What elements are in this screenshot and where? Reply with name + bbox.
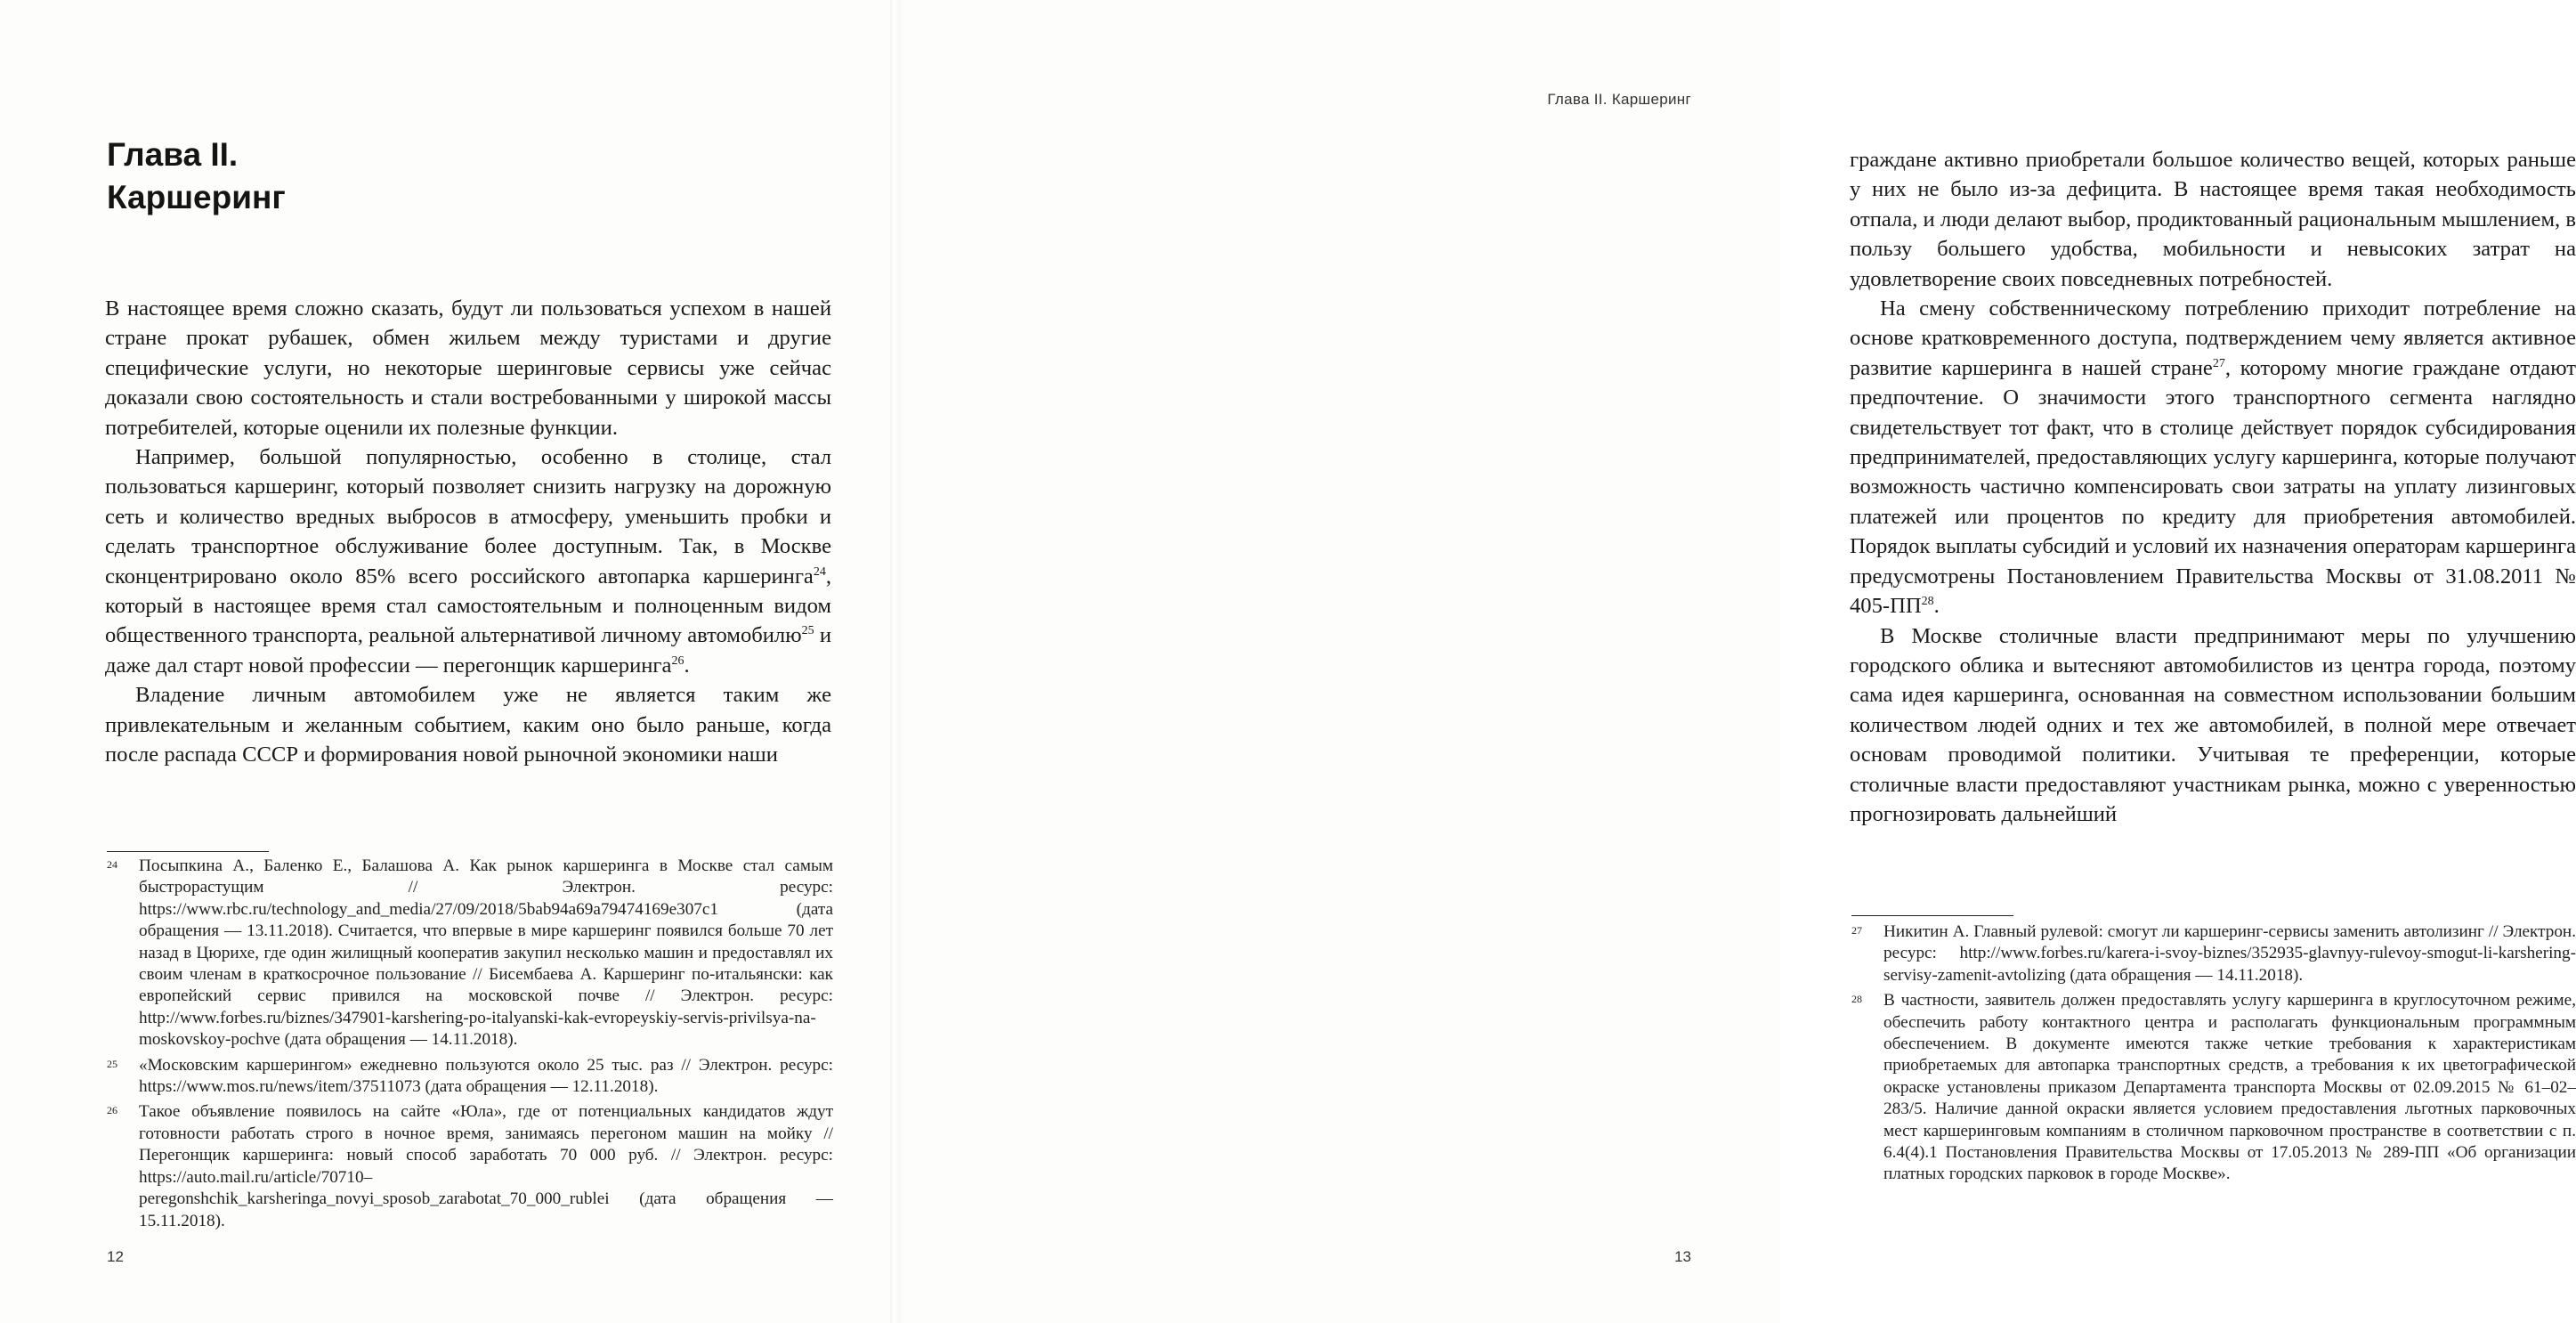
right-body-text: [1850, 145, 2576, 829]
page-number-left: 12: [107, 1248, 124, 1265]
body-paragraph: [1850, 621, 2576, 830]
body-paragraph: [1850, 294, 2576, 621]
body-paragraph: [1850, 145, 2576, 294]
footnote: [107, 1055, 833, 1099]
paragraph-text: На смену собственническому потреблению приходит потребление на основе кратковременного доступа, подтверждением чему является активное развитие каршеринга в нашей стране: [1850, 296, 2576, 380]
body-paragraph: [105, 680, 831, 769]
footnote: [1851, 921, 2576, 986]
paragraph-text: В настоящее время сложно сказать, будут ли пользоваться успехом в нашей стране прокат рубашек, обмен жильем между туристами и другие специфические услуги, но некоторые шеринговые сервисы уже сейчас доказали свою состоятельность и стали востребованными у широкой массы потребителей, которые оценили их полезные функции.: [105, 296, 831, 440]
footnote-text: «Московским каршерингом» ежедневно пользуются около 25 тыс. раз // Электрон. ресурс: https://www.mos.ru/news/item/37511073 (дата обращения — 12.11.2018).: [139, 1055, 833, 1097]
footnote: [107, 856, 833, 1051]
footnote-number: 25: [107, 1057, 117, 1070]
footnote-divider: [107, 851, 269, 852]
paragraph-text: , который в настоящее время стал самостоятельным и полноценным видом общественного транспорта, реальной альтернативой личному автомобилю: [105, 564, 831, 648]
left-page: [0, 0, 890, 1323]
footnote: [107, 1101, 833, 1231]
footnote-number: 24: [107, 858, 117, 871]
paragraph-text: .: [684, 653, 690, 678]
footnote-divider: [1851, 915, 2013, 916]
footnote-text: Никитин А. Главный рулевой: смогут ли каршеринг-сервисы заменить автолизинг // Электрон. ресурс: http://www.forbes.ru/karera-i-svoy-biznes/352935-glavnyy-rulevoy-smogut-li-karshering-servisy-zamenit-avtolizing (дата обращения — 14.11.2018).: [1883, 922, 2576, 985]
running-head: Глава II. Каршеринг: [1547, 91, 1691, 108]
footnote-reference: 28: [1921, 594, 1934, 608]
footnote-text: Такое объявление появилось на сайте «Юла», где от потенциальных кандидатов ждут готовности работать строго в ночное время, занимаясь перегоном машин на мойку // Перегонщик каршеринга: новый способ заработать 70 000 руб. // Электрон. ресурс: https://auto.mail.ru/article/70710–peregonshchik_karsheringa_novyi_sposob_zarabotat_70_000_rublei (дата обращения — 15.11.2018).: [139, 1102, 833, 1230]
right-footnotes: [1851, 921, 2576, 1189]
body-paragraph: [105, 294, 831, 442]
paragraph-text: , которому многие граждане отдают предпочтение. О значимости этого транспортного сегмента наглядно свидетельствует тот факт, что в столице действует порядок субсидирования предпринимателей, предоставляющих услугу каршеринга, которые получают возможность частично компенсировать свои затраты на уплату лизинговых платежей или процентов по кредиту для приобретения автомобилей. Порядок выплаты субсидий и условий их назначения операторам каршеринга предусмотрены Постановлением Правительства Москвы от 31.08.2011 № 405-ПП: [1850, 355, 2576, 619]
footnote-number: 28: [1851, 993, 1862, 1006]
chapter-title-line-2: Каршеринг: [107, 179, 286, 215]
paragraph-text: В Москве столичные власти предпринимают меры по улучшению городского облика и вытесняют автомобилистов из центра города, поэтому сама идея каршеринга, основанная на совместном использовании большим количеством людей одних и тех же автомобилей, в полной мере отвечает основам проводимой политики. Учитывая те преференции, которые столичные власти предоставляют участникам рынка, можно с уверенностью прогнозировать дальнейший: [1850, 623, 2576, 826]
footnote-number: 27: [1851, 924, 1862, 937]
footnote-reference: 26: [671, 653, 685, 668]
chapter-title-line-1: Глава II.: [107, 136, 239, 173]
paragraph-text: и даже дал старт новой профессии — перегонщик каршеринга: [105, 623, 832, 678]
footnote-text: Посыпкина А., Баленко Е., Балашова А. Как рынок каршеринга в Москве стал самым быстрорастущим // Электрон. ресурс: https://www.rbc.ru/technology_and_media/27/09/2018/5bab94a69a79474169e307c1 (дата обращения — 13.11.2018). Считается, что впервые в мире каршеринг появился больше 70 лет назад в Цюрихе, где один жилищный кооператив закупил несколько машин и предоставлял их своим членам в краткосрочное пользование // Бисембаева А. Каршеринг по-итальянски: как европейский сервис привился на московской почве // Электрон. ресурс: http://www.forbes.ru/biznes/347901-karshering-po-italyanski-kak-evropeyskiy-servis-privilsya-na-moskovskoy-pochve (дата обращения — 14.11.2018).: [139, 856, 833, 1050]
right-page: [890, 0, 2576, 1323]
paragraph-text: Например, большой популярностью, особенно в столице, стал пользоваться каршеринг, который позволяет снизить нагрузку на дорожную сеть и количество вредных выбросов в атмосферу, уменьшить пробки и сделать транспортное обслуживание более доступным. Так, в Москве сконцентрировано около 85% всего российского автопарка каршеринга: [105, 445, 831, 588]
footnote: [1851, 990, 2576, 1186]
footnote-text: В частности, заявитель должен предоставлять услугу каршеринга в круглосуточном режиме, обеспечить работу контактного центра и располагать функциональным программным обеспечением. В документе имеются также четкие требования к характеристикам приобретаемых для автопарка транспортных средств, а требования к их цветографической окраске установлены приказом Департамента транспорта Москвы от 02.09.2015 № 61–02–283/5. Наличие данной окраски является условием предоставления льготных парковочных мест каршеринговым компаниям в столичном парковочном пространстве в соответствии с п. 6.4(4).1 Постановления Правительства Москвы от 17.05.2013 № 289-ПП «Об организации платных городских парковок в городе Москве».: [1883, 991, 2576, 1184]
left-footnotes: [107, 856, 833, 1236]
left-body-text: [105, 294, 831, 770]
footnote-reference: 27: [2212, 356, 2225, 370]
paragraph-text: .: [1933, 594, 1940, 619]
paragraph-text: Владение личным автомобилем уже не является таким же привлекательным и желанным событием, каким оно было раньше, когда после распада СССР и формирования новой рыночной экономики наши: [105, 683, 831, 767]
chapter-title: [107, 134, 641, 219]
body-paragraph: [105, 442, 831, 680]
page-number-right: 13: [1674, 1248, 1691, 1265]
footnote-reference: 24: [813, 564, 826, 579]
footnote-number: 26: [107, 1104, 117, 1117]
footnote-reference: 25: [801, 624, 814, 638]
paragraph-text: граждане активно приобретали большое количество вещей, которых раньше у них не было из-за дефицита. В настоящее время такая необходимость отпала, и люди делают выбор, продиктованный рациональным мышлением, в пользу большего удобства, мобильности и невысоких затрат на удовлетворение своих повседневных потребностей.: [1850, 148, 2576, 291]
